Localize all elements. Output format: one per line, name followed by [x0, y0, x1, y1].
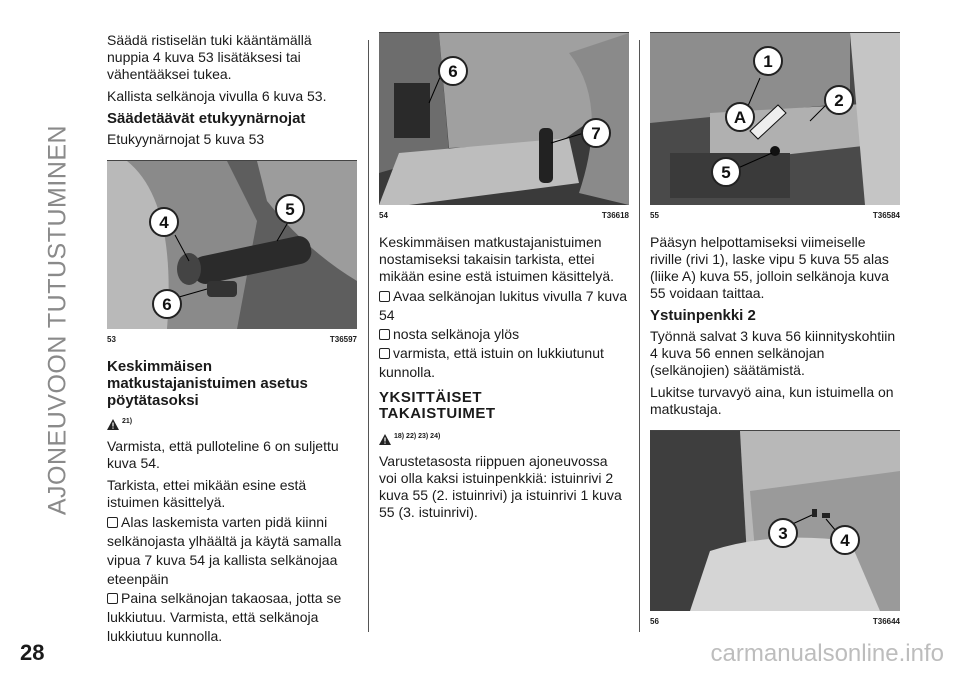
callout-2	[825, 86, 853, 114]
paragraph-armrests: Etukyynärnojat 5 kuva 53	[107, 131, 265, 147]
step-text: nosta selkänoja ylös	[393, 326, 520, 342]
column-2	[379, 32, 629, 526]
figure-number: 55	[650, 211, 659, 220]
figure-56-image	[650, 431, 900, 611]
heading-armrests: Säädetäävät etukyynärnojat	[107, 110, 306, 127]
paragraph-seatbelt: Lukitse turvavyö aina, kun istuimella on matkustaja.	[650, 384, 894, 417]
column-divider	[368, 40, 369, 632]
checkbox-bullet-icon	[107, 593, 118, 604]
svg-text:2: 2	[834, 91, 844, 110]
heading-bench-2: Ystuinpenkki 2	[650, 307, 756, 324]
figure-number: 54	[379, 211, 388, 220]
step-text: Paina selkänojan takaosaa, jotta se lukkiutuu. Varmista, että selkänoja lukkiutuu kunnolla.	[107, 590, 342, 644]
figure-code: T36644	[872, 617, 900, 626]
callout-A	[726, 103, 754, 131]
svg-text:7: 7	[591, 124, 601, 143]
figure-code: T36584	[872, 211, 900, 220]
paragraph-bottle-holder: Varmista, että pulloteline 6 on suljettu kuva 54.	[107, 438, 339, 471]
warning-ref-text: 18) 22) 23) 24)	[394, 433, 441, 440]
callout-7	[582, 119, 610, 147]
checkbox-bullet-icon	[379, 329, 390, 340]
figure-55	[650, 32, 900, 205]
callout-4	[831, 526, 859, 554]
paragraph-lumbar: Säädä ristiselän tuki kääntämällä nuppia 4 kuva 53 lisätäksesi tai vähentääksei tukea.	[107, 32, 312, 82]
warning-icon	[379, 434, 391, 445]
figure-55-caption	[650, 207, 900, 224]
heading-rear-seats: YKSITTÄISET TAKAISTUIMET	[379, 389, 496, 422]
side-title-text: AJONEUVOON TUTUSTUMINEN	[43, 124, 72, 516]
warning-ref-text: 21)	[122, 418, 133, 425]
figure-56	[650, 430, 900, 611]
figure-code: T36618	[601, 211, 629, 220]
callout-6	[439, 57, 467, 85]
svg-text:A: A	[733, 108, 747, 127]
checkbox-bullet-icon	[379, 348, 390, 359]
svg-text:4: 4	[840, 531, 850, 550]
warning-reference	[107, 413, 357, 430]
step-text: varmista, että istuin on lukkiutunut kunnolla.	[379, 345, 604, 380]
column-1	[107, 32, 357, 651]
svg-text:4: 4	[159, 213, 169, 232]
figure-code: T36597	[329, 335, 357, 344]
figure-53-caption	[107, 331, 357, 348]
callout-5	[712, 158, 740, 186]
step-text: Avaa selkänojan lukitus vivulla 7 kuva 54	[379, 288, 627, 323]
callout-4	[150, 208, 178, 236]
callout-3	[769, 519, 797, 547]
step-lock-backrest	[107, 589, 357, 646]
watermark: carmanualsonline.info	[710, 640, 944, 667]
step-lift-backrest	[379, 325, 629, 344]
figure-56-caption	[650, 613, 900, 630]
warning-icon	[107, 419, 119, 430]
callout-5	[276, 195, 304, 223]
figure-number: 53	[107, 335, 116, 344]
figure-53	[107, 160, 357, 329]
svg-text:3: 3	[778, 524, 788, 543]
svg-text:5: 5	[285, 200, 295, 219]
paragraph-access-last-row: Pääsyn helpottamiseksi viimeiselle riville (rivi 1), laske vipu 5 kuva 55 alas (liike A) kuva 55, jolloin selkänoja kuva 55 voidaan taittaa.	[650, 234, 889, 301]
svg-text:6: 6	[162, 295, 172, 314]
callout-1	[754, 47, 782, 75]
page-number: 28	[20, 640, 45, 665]
svg-text:1: 1	[763, 52, 773, 71]
figure-55-image	[650, 33, 900, 205]
paragraph-seat-rows: Varustetasosta riippuen ajoneuvossa voi olla kaksi istuinpenkkiä: istuinrivi 2 kuva 55 (2. istuinrivi) ja istuinrivi 1 kuva 55 (3. istuinrivi).	[379, 453, 622, 520]
warning-reference	[379, 428, 629, 445]
column-3	[650, 32, 900, 640]
checkbox-bullet-icon	[379, 291, 390, 302]
step-lower-backrest	[107, 513, 357, 589]
svg-text:6: 6	[448, 62, 458, 81]
paragraph-check-objects: Tarkista, ettei mikään esine estä istuimen käsittelyä.	[107, 477, 307, 510]
figure-number: 56	[650, 617, 659, 626]
paragraph-recline: Kallista selkänoja vivulla 6 kuva 53.	[107, 88, 327, 104]
figure-53-image	[107, 161, 357, 329]
callout-6	[153, 290, 181, 318]
checkbox-bullet-icon	[107, 517, 118, 528]
step-text: Alas laskemista varten pidä kiinni selkänojasta ylhäältä ja käytä samalla vipua 7 kuva 54 ja kallista selkänojaa eteenpäin	[107, 514, 342, 587]
paragraph-latches: Työnnä salvat 3 kuva 56 kiinnityskohtiin 4 kuva 56 ennen selkänojan (selkänojien) säätämistä.	[650, 328, 896, 378]
step-unlock-backrest	[379, 287, 629, 325]
svg-text:5: 5	[721, 163, 731, 182]
side-section-title	[38, 20, 78, 620]
heading-center-seat: Keskimmäisen matkustajanistuimen asetus pöytätasoksi	[107, 358, 308, 409]
figure-54	[379, 32, 629, 205]
paragraph-raise-seat: Keskimmäisen matkustajanistuimen nostamiseksi takaisin tarkista, ettei mikään esine estä istuimen käsittelyä.	[379, 234, 614, 284]
figure-54-image	[379, 33, 629, 205]
column-divider	[639, 40, 640, 632]
step-verify-locked	[379, 344, 629, 382]
figure-54-caption	[379, 207, 629, 224]
